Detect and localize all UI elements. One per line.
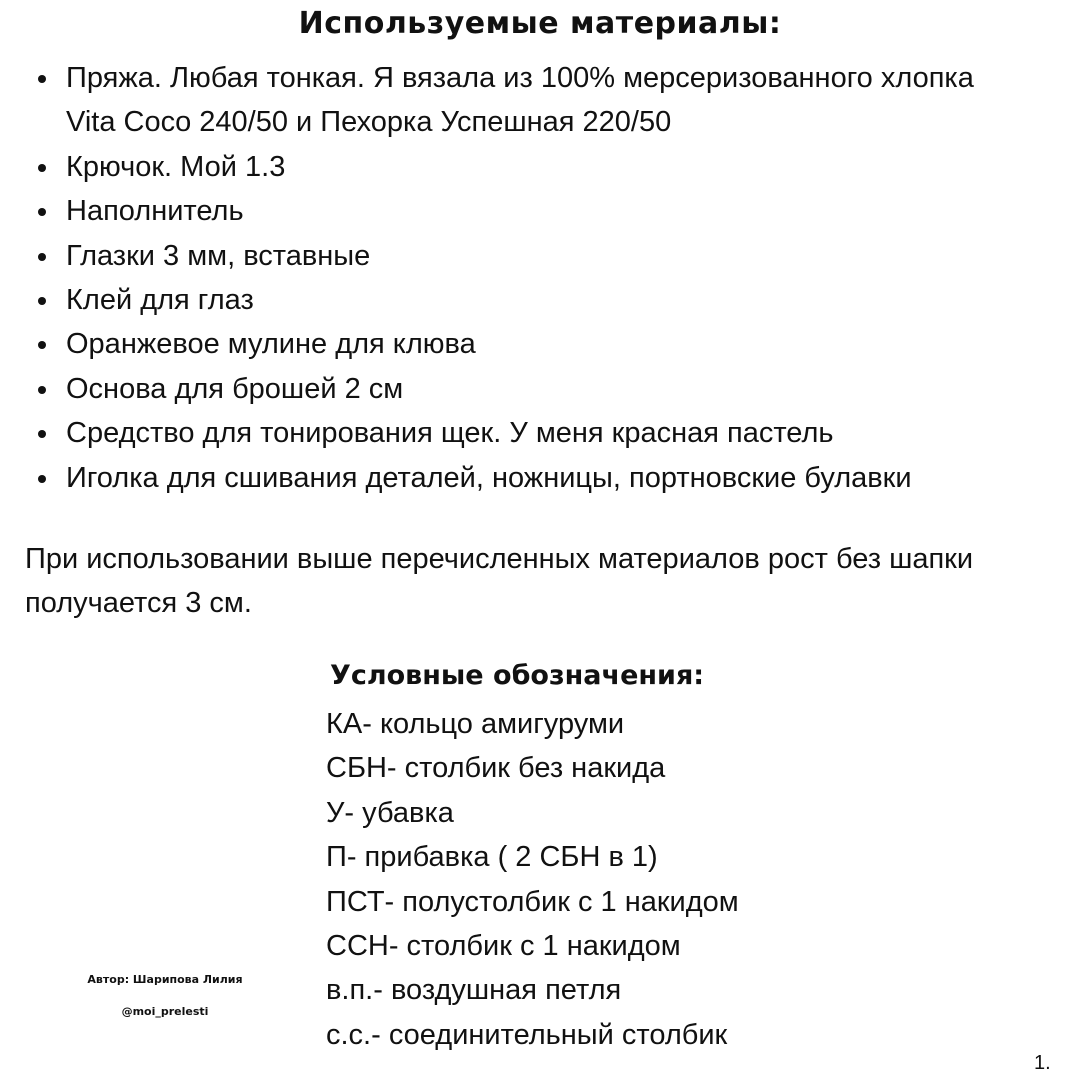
legend-item: с.с.- соединительный столбик xyxy=(326,1018,728,1051)
materials-item: Глазки 3 мм, вставные xyxy=(28,234,1068,278)
author-name: Автор: Шарипова Лилия xyxy=(87,973,243,986)
legend-item: ССН- столбик с 1 накидом xyxy=(326,930,681,963)
materials-item: Средство для тонирования щек. У меня красная пастель xyxy=(28,411,1068,455)
legend-item: в.п.- воздушная петля xyxy=(326,974,622,1007)
height-note: При использовании выше перечисленных материалов рост без шапки получается 3 см. xyxy=(25,543,974,619)
materials-item: Клей для глаз xyxy=(28,278,1068,322)
materials-item: Пряжа. Любая тонкая. Я вязала из 100% мерсеризованного хлопка Vita Coco 240/50 и Пехорка Успешная 220/50 xyxy=(28,56,986,145)
legend-title: Условные обозначения: xyxy=(330,660,705,691)
legend-list xyxy=(326,702,739,1057)
materials-item: Оранжевое мулине для клюва xyxy=(28,322,1068,366)
legend-item: У- убавка xyxy=(326,796,454,829)
legend-item: ПСТ- полустолбик с 1 накидом xyxy=(326,885,739,918)
legend-item: П- прибавка ( 2 СБН в 1) xyxy=(326,841,658,874)
materials-item: Крючок. Мой 1.3 xyxy=(28,145,1068,189)
materials-title: Используемые материалы: xyxy=(298,6,782,41)
materials-item: Наполнитель xyxy=(28,189,1068,233)
legend-item: СБН- столбик без накида xyxy=(326,752,666,785)
author-handle: @moi_prelesti xyxy=(121,1005,209,1018)
legend-item: КА- кольцо амигуруми xyxy=(326,708,625,740)
page-number: 1. xyxy=(1034,1052,1051,1074)
materials-list xyxy=(28,56,1068,500)
materials-item: Иголка для сшивания деталей, ножницы, портновские булавки xyxy=(28,456,1068,500)
materials-item: Основа для брошей 2 см xyxy=(28,367,1068,411)
